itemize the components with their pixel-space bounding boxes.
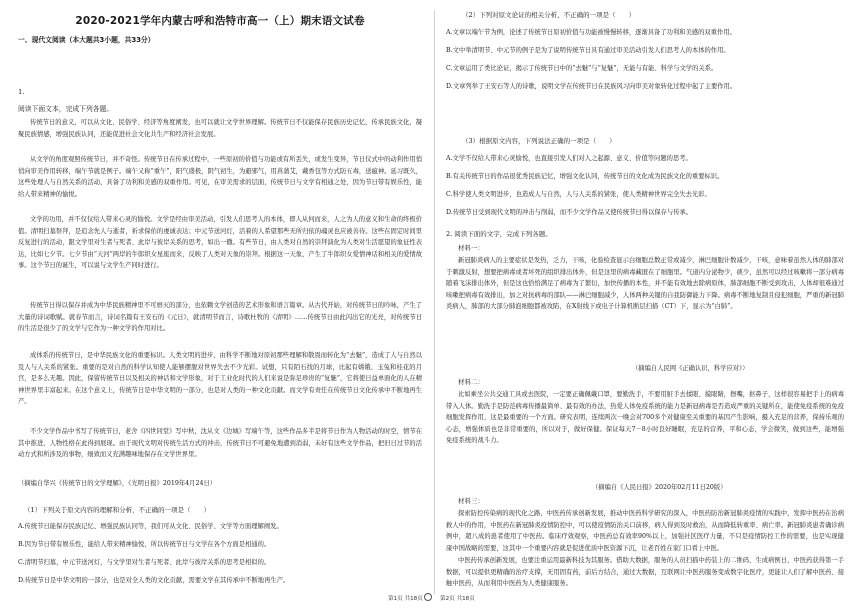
option-c[interactable]: C.清明节扫墓，中元节送河灯，与文学里对生者与死者、此岸与彼岸关系的思考是相似的。 (18, 559, 271, 566)
page-number-right: 第2页 共18页 (440, 596, 475, 602)
material-2-label: 材料二： (458, 378, 484, 386)
option-d[interactable]: D.文章列举了王安石等人的诗歌，说明文学在传统节日在民族风习向审美对象转化过程中起了主要作用。 (446, 83, 737, 90)
material-1-text: 新冠肺炎病人的主要症状是发热，乏力，干咳，化验检查显示白细胞总数正常或减少，淋巴细胞计数减少，干咳，意味着虽然人体的肺部对于刺激反射，想要把病毒或者坏死的组织排出体外，但是这里的病毒藏匿在了细胞里。气道内分泌物少，痰少，虽然可以经过咳嗽将一部分病毒随着飞沫排出体外，但是这也恰恰满足了病毒为了繁衍，加快传播的本性，并不能有效地去除病原体，肺部细胞不断受到攻击，人体却很难通过咳嗽把病毒有效排出，加之对抗病毒的部队——淋巴细胞减少，人体两种关键的自我防御能力下降。病毒不断地复制且侵犯细胞，严重的新冠肺炎病人，肺部的大部分肺泡细胞都被攻陷，在X射线下或电子计算机断层扫描（CT）下，显示为“白肺”。 (446, 257, 844, 311)
material-2-text: 比如乘坐公共交通工具或去医院，一定要正确佩戴口罩，要勤洗手，不要用脏手去揉眼、摸眼睛，擦嘴，抠鼻子，这样很容易把手上的病毒带入人体。勤洗手是防范病毒传播最简单、最有效的办法，热爱人体免疫系统的能力是新冠病毒是否造成严重的关键所在，能使免疫系统的免疫细胞发挥作用，这是最重要的一个方面。研究表明，连续两次一晚会对700多个对健康至关重要的基因产生影响，摄入充足的营养，保持乐观的心态，增强体质也是非常重要的，所以对于，做好保健。保证每天7－8小时良好睡眠，充足的营养，平和心态，学会微笑，做到这些，能增强免疫系统的战斗力。 (446, 391, 844, 445)
passage-paragraph: 不少文学作品中书写了传统节日，老舍《四世同堂》写中秋，沈从文《边城》写端午等，这些作品多半是将节日作为人物活动的时空，情节在其中推进，人物性格在此得到展现。由于现代文明对传统生活方式的冲击，传统节日不可避免地遭到消弱，未好有这些文学作品，把旧日过节的活动方式和所涉及的事物，细致而又充满趣味地保存在文学世界里。 (18, 428, 422, 459)
passage-paragraph: 传统节日的意义，可以从文化、民俗学、经济等角度阐发，也可以就让文学世界理解。传统节日不仅能保存民族历史记忆，传承民族文化，凝聚民族情感，增强民族认同，还能促进社会文化共生产和经济社会发展。 (18, 119, 422, 138)
material-2-source: （摘编自《人民日报》2020年02月11日20版） (592, 484, 727, 491)
question-3-stem: （3）根据原文内容，下列说法正确的一项是（ ） (462, 137, 616, 145)
passage-source: （摘编自华兴《传统节日的文学理解》，《光明日报》2019年4月24日） (18, 480, 217, 487)
section-heading: 一、现代文阅读（本大题共3小题，共33分） (18, 36, 155, 44)
option-b[interactable]: B.文中举清明节、中元节的例子是为了说明传统节日具有通过审美活动引发人们思考人的本体的作用。 (446, 47, 730, 54)
question-2-stem: （2）下列对原文论证的相关分析，不正确的一项是（ ） (462, 11, 636, 19)
option-a[interactable]: A.文章以端午节为例，论述了传统节日原初价值与功能被慢慢转移，逐渐具备了功利和美感的双重作用。 (446, 29, 736, 36)
material-3-text-continued: 中医药传承创新发展，也要注重运用最新科技为其服务。借助大数据，服务的人员扫描中药装上的二维码，生成病例日，中医药获得第一手数据，可以提供更精确的治疗支撑，无用固有药，前后方结合，通过大数据，互联网让中医药服务变成数字化医疗，更能让人们了解中医药、接触中医药，从而利用中医药为人类健康服务。 (446, 557, 844, 588)
option-b[interactable]: B.因为节日带有娱乐性，能给人带来精神愉悦，所以传统节日与文学在各个方面是相通的。 (18, 541, 271, 548)
exam-title: 2020-2021学年内蒙古呼和浩特市高一（上）期末语文试卷 (75, 15, 365, 27)
question-1-stem: （1）下列关于原文内容的理解和分析，不正确的一项是（ ） (24, 506, 211, 514)
page-number-left: 第1页 共18页 (388, 596, 423, 602)
material-1-label: 材料一： (458, 244, 484, 252)
option-a[interactable]: A.传统节日能保存民族记忆、增强民族认同等，我们可从文化、民俗学、文学等方面理解阐发。 (18, 523, 283, 530)
option-c[interactable]: C.文章运用了类比论证，揭示了传统节日中的“去魅”与“复魅”，无能与有能、科学与文学的关系。 (446, 65, 718, 72)
option-d[interactable]: D.传统节日受到现代文明的冲击与削弱，而不少文学作品又使传统节日得以保存与传承。 (446, 209, 693, 216)
option-a[interactable]: A.文学不仅给人带来心灵愉悦，也直接引发人们对人之起源、意义、价值等问题的思考。 (446, 155, 692, 162)
material-3-label: 材料三： (458, 497, 484, 505)
column-divider (434, 10, 435, 594)
question-2-heading: 2. 阅读下面的文字，完成下列各题。 (446, 230, 552, 238)
question-number: 1. (18, 88, 25, 96)
option-b[interactable]: B.有关传统节日的作品很优秀民族记忆，增强文化认同，传统节日的文化成为民族文化的重要标识。 (446, 173, 724, 180)
material-1-source: （摘编自人民网《正确认识，科学应对》） (632, 365, 749, 372)
passage-paragraph: 传统节日得以保存并成为中华民族精神里不可磨灭的部分，也依赖文学创造的艺术形象和语言篇章。从古代开始，对传统节日的吟咏，产生了大量的诗词歌赋。就春节而言，诗词名篇有王安石的《元日》，就清明节而言，诗歌杜牧的《清明》……传统节日由此闪出它的光亮，对传统节日的生活是很少了的文学与它作为一种文学的作用对比。 (18, 302, 422, 333)
material-3-text: 探索防控传染病的现代化之路，中医药传承创新发展，推动中医药科学研究的深入，中医药防治新冠肺炎疫情的实践中，发挥中医药在治病救人中的作用，中医药在新冠肺炎疫情防控中，可以使疫情防治关口前移，病人得到及时救治，从而降低转重率、病亡率。新冠肺炎患者确诊病例中，超八成的患者使用了中医药。临床疗效观察，中医药总有效率90%以上，加强社区医疗力量，不只是疫情防控工作的需要，也是实现健康中国战略的需要，这其中一个重要内容就是促进优质中医资源下沉，让老百姓在家门口看上中医。 (446, 510, 844, 552)
passage-paragraph: 成体系的传统节日，是中华民族文化的重要标识。人类文明的进步，由科学不断地对原初那些理解和敬畏而转化为“去魅”，造成了人与自然以及人与人关系的紧张。重要的是对自然的科学认知使人能够摆脱对世界失去不少光彩。试想，只有陌石找的月球，比起有嫦娥、玉兔和桂花的月宫，是多么无趣。因此，保留传统节日以及相关的神话和文学形象，对于工业化时代的人们来说是弥足珍贵的“复魅”，它将使日益单面化的人在精神世界里丰富起来。在这个意义上，传统节日是中华文明的一部分，也是对人类的一种文化贡献。而文学有责任在传统节日文化传承中不断地再生产。 (18, 352, 422, 406)
left-column (14, 0, 426, 600)
passage-paragraph: 文学的功用，并不仅仅给人带来心灵的愉悦。文学是经由审美活动，引发人们思考人的本体，即人从何而来，人之为人的意义和生命的终极价值。清明扫墓祭拜，是追念先人与逝者，祈求保佑的虔诚表达；中元节送河灯，活着的人希望那些无所归依的魂灵也应被善待。这些在固定时间里反复进行的活动，跟文学里对生者与死者、此岸与彼岸关系的思考，如出一辙。有些节日，由人类对自然的崇拜演化为人类对生活愿望的象征性表达，比如七夕节。七夕节由“天河”两岸的牛郎织女星座而来，反映了人类对天象的崇拜。根据这一天象，产生了牛郎织女爱情神话和相关的爱情故事。这个节日的诞生，可以说与文学生产同时进行。 (18, 216, 422, 270)
page-divider-circle-icon (424, 593, 432, 601)
option-d[interactable]: D.传统节日是中华文明的一部分，也是对全人类的文化贡献，需要文学在其传承中不断地再生产。 (18, 577, 290, 584)
right-column (442, 0, 846, 600)
passage-paragraph: 从文学的角度观照传统节日，并不奇怪。传统节日在传承过程中，一些原初的价值与功能或有所丢失，或发生变异，节日仪式中的动利作用悄悄向审美作用转移，端午节就是例子。端午又称“重午”，阳气盛极，阴气初生，为避邪气，用菖蒲艾，戴香包等方式防五毒，送瘟神。延习既久，这些处理人与自然关系的活动，具备了功利和美感的双重作用。可见，在审美需求的层面，传统节日与文学有相通之处，因为节日带有娱乐性，能给人带来精神的愉悦。 (18, 156, 422, 198)
passage-intro: 阅读下面文本，完成下列各题。 (18, 105, 114, 113)
option-c[interactable]: C.科学使人类文明进步，也造成人与自然，人与人关系的紧张，使人类精神世界完全失去光彩。 (446, 191, 711, 198)
